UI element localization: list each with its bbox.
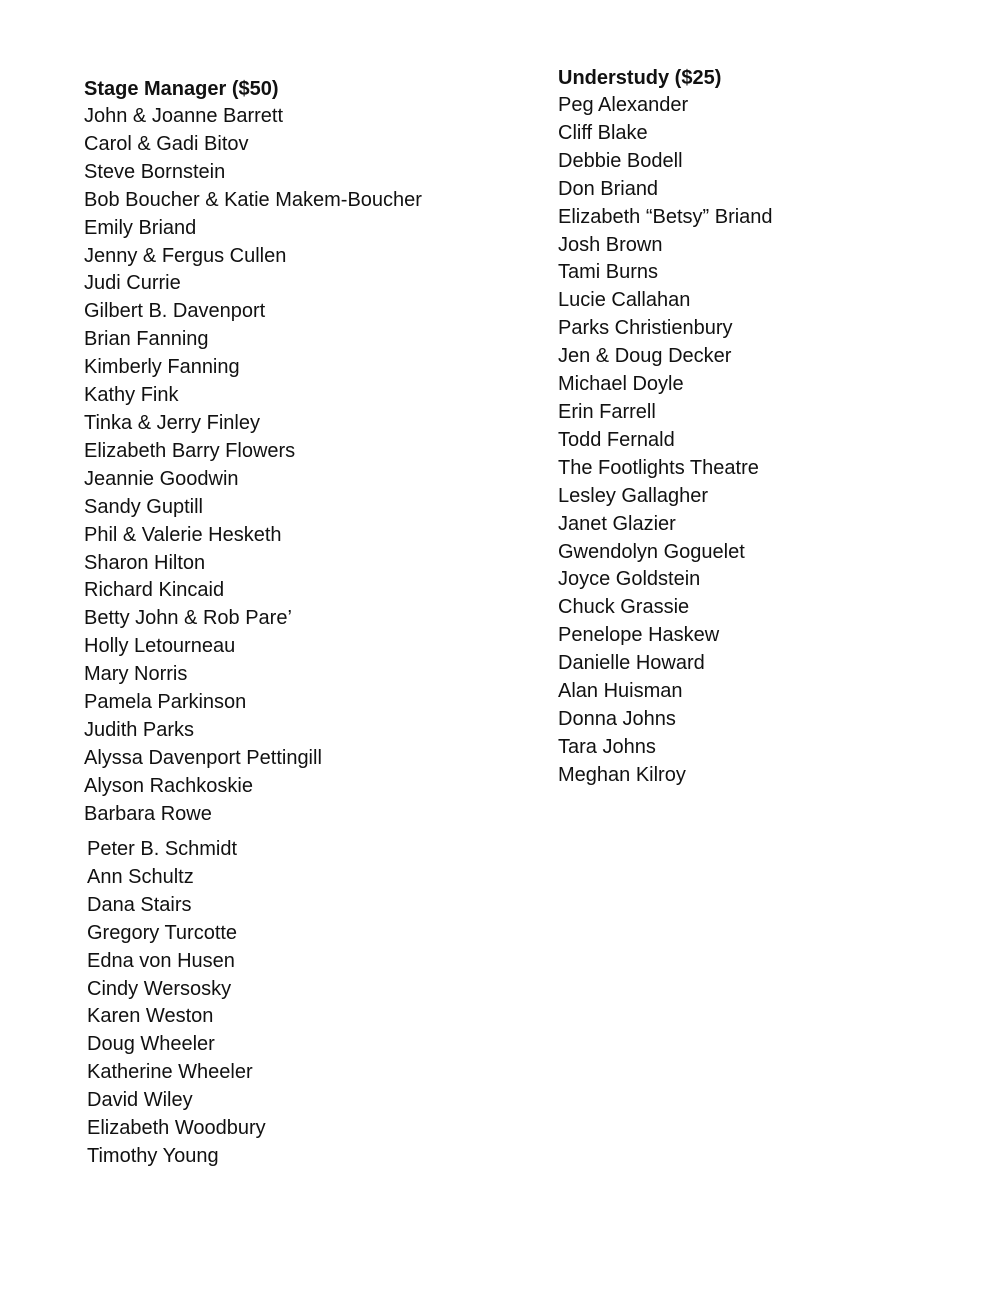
donor-name: Karen Weston (87, 1005, 214, 1028)
donor-name: Katherine Wheeler (87, 1061, 253, 1084)
donor-name: Alan Huisman (558, 680, 683, 703)
stage-manager-section-continued (87, 836, 266, 1171)
donor-name: Gregory Turcotte (87, 921, 238, 944)
donor-name: Holly Letourneau (84, 635, 236, 658)
donor-name: Tami Burns (558, 261, 659, 284)
donor-name: Joyce Goldstein (558, 568, 701, 591)
donor-name: Debbie Bodell (558, 149, 683, 172)
donor-name: Erin Farrell (558, 400, 656, 423)
donor-name: Kimberly Fanning (84, 356, 240, 379)
donor-name: Kathy Fink (84, 384, 179, 407)
donor-name: Ann Schultz (87, 865, 194, 888)
donor-name: Janet Glazier (558, 512, 676, 535)
donor-name: Tinka & Jerry Finley (84, 411, 260, 434)
donor-name: Donna Johns (558, 707, 676, 730)
donor-name: Jen & Doug Decker (558, 345, 732, 368)
donor-name: Gwendolyn Goguelet (558, 540, 745, 563)
donor-name: Bob Boucher & Katie Makem-Boucher (84, 188, 422, 211)
donor-name: Timothy Young (87, 1144, 219, 1167)
donor-name: Richard Kincaid (84, 579, 225, 602)
donor-name: Cliff Blake (558, 121, 648, 144)
donor-name: Pamela Parkinson (84, 691, 247, 714)
donor-name: Brian Fanning (84, 328, 209, 351)
donor-name: Jeannie Goodwin (84, 467, 239, 490)
donor-name: David Wiley (87, 1089, 193, 1112)
donor-name: Penelope Haskew (558, 624, 720, 647)
donor-name: Peter B. Schmidt (87, 838, 238, 860)
stage-manager-list-continued (87, 836, 266, 1171)
donor-name: Gilbert B. Davenport (84, 300, 266, 323)
donor-name: Sharon Hilton (84, 551, 206, 574)
donor-name: The Footlights Theatre (558, 456, 759, 479)
donor-name: Chuck Grassie (558, 596, 690, 619)
stage-manager-list (84, 103, 422, 829)
donor-name: Mary Norris (84, 663, 188, 686)
donor-name: John & Joanne Barrett (84, 105, 284, 127)
donor-name: Alyssa Davenport Pettingill (84, 746, 322, 769)
donor-name: Parks Christienbury (558, 317, 733, 340)
donor-name: Betty John & Rob Pare’ (84, 607, 292, 630)
donor-name: Jenny & Fergus Cullen (84, 244, 287, 267)
stage-manager-section (84, 75, 422, 829)
donor-name: Steve Bornstein (84, 160, 226, 183)
donor-name: Barbara Rowe (84, 802, 212, 825)
donor-name: Judi Currie (84, 272, 181, 295)
donor-name: Lesley Gallagher (558, 484, 709, 507)
donor-name: Tara Johns (558, 735, 656, 758)
donor-name: Lucie Callahan (558, 289, 691, 312)
donor-name: Michael Doyle (558, 373, 684, 396)
donor-name: Edna von Husen (87, 949, 235, 972)
understudy-section (558, 64, 773, 790)
donor-name: Phil & Valerie Hesketh (84, 523, 282, 546)
donor-name: Peg Alexander (558, 94, 689, 116)
stage-manager-heading: Stage Manager ($50) (84, 78, 279, 100)
donor-name: Todd Fernald (558, 428, 675, 451)
donor-name: Josh Brown (558, 233, 663, 256)
donor-name: Don Briand (558, 177, 659, 200)
donor-name: Judith Parks (84, 718, 195, 741)
donor-name: Alyson Rachkoskie (84, 774, 253, 797)
donor-name: Danielle Howard (558, 652, 705, 675)
donor-name: Sandy Guptill (84, 495, 203, 518)
understudy-list (558, 92, 773, 790)
donor-name: Meghan Kilroy (558, 763, 686, 786)
donor-name: Elizabeth Woodbury (87, 1117, 266, 1140)
donor-name: Doug Wheeler (87, 1033, 215, 1056)
donor-name: Carol & Gadi Bitov (84, 132, 249, 155)
donor-name: Dana Stairs (87, 893, 192, 916)
donor-name: Emily Briand (84, 216, 197, 239)
donor-name: Elizabeth “Betsy” Briand (558, 205, 773, 228)
donor-name: Cindy Wersosky (87, 977, 232, 1000)
donor-name: Elizabeth Barry Flowers (84, 439, 296, 462)
understudy-heading: Understudy ($25) (558, 67, 722, 89)
